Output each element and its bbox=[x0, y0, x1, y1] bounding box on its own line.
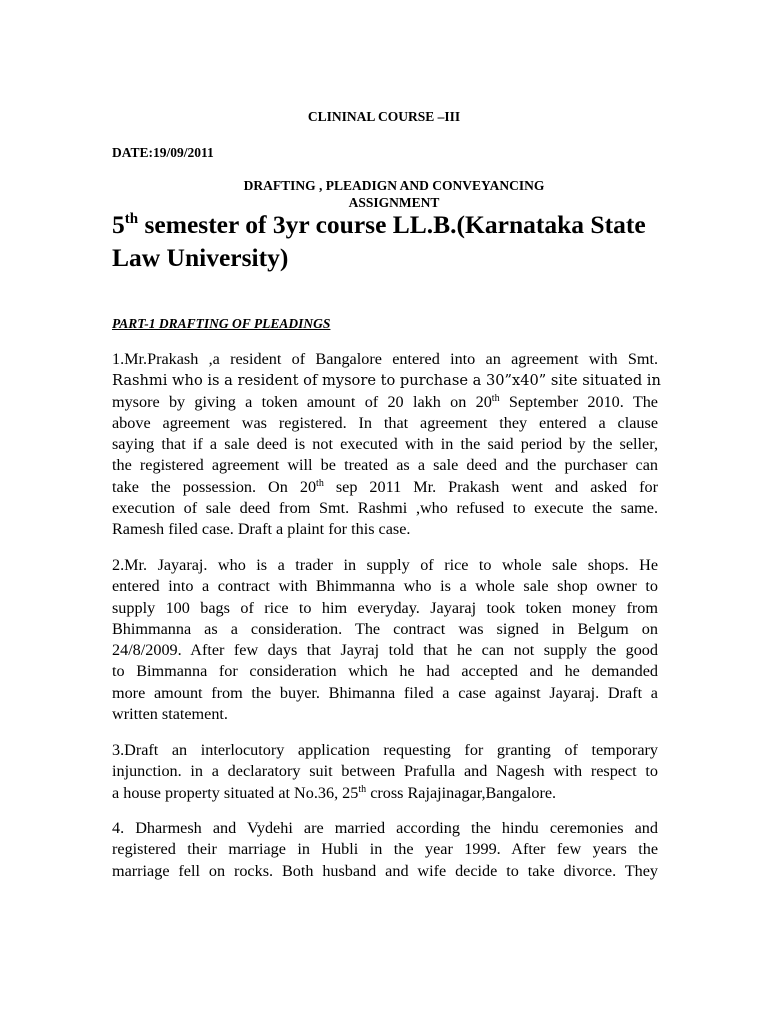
q4-line-3: marriage fell on rocks. Both husband and wife decide to take divorce. They bbox=[112, 861, 658, 880]
q1-line-3-sup: th bbox=[491, 392, 500, 404]
q2-line-6: to Bimmanna for consideration which he had accepted and he demanded bbox=[112, 662, 658, 681]
q1-line-5: saying that if a sale deed is not executed with in the said period by the seller, bbox=[112, 435, 658, 454]
q2-line-5: 24/8/2009. After few days that Jayraj told that he can not supply the good bbox=[112, 641, 658, 660]
q2-line-8: written statement. bbox=[112, 705, 228, 724]
heading-number: 5 bbox=[112, 210, 125, 239]
semester-heading bbox=[112, 208, 660, 274]
q1-line-7-part-a: take the possession. On 20 bbox=[112, 477, 317, 496]
q1-line-9: Ramesh filed case. Draft a plaint for this case. bbox=[112, 520, 411, 539]
q3-line-3-part-b: cross Rajajinagar,Bangalore. bbox=[366, 783, 557, 802]
heading-line2-text: Law University) bbox=[112, 243, 289, 272]
q3-line-3-sup: th bbox=[358, 783, 367, 795]
course-title: CLININAL COURSE –III bbox=[307, 109, 461, 124]
heading-suffix: th bbox=[124, 211, 139, 227]
q3-line-1: 3.Draft an interlocutory application requesting for granting of temporary bbox=[112, 741, 658, 759]
q1-line-4: above agreement was registered. In that agreement they entered a clause bbox=[112, 413, 658, 432]
q3-line-2: injunction. in a declaratory suit between Prafulla and Nagesh with respect to bbox=[112, 762, 658, 781]
question-3-paragraph bbox=[112, 740, 658, 804]
date-line: DATE:19/09/2011 bbox=[112, 145, 214, 160]
q1-line-3-part-b: September 2010. The bbox=[499, 392, 658, 411]
q3-line-3-part-a: a house property situated at No.36, 25 bbox=[112, 783, 359, 802]
heading-line1-text: semester of 3yr course LL.B.(Karnataka State bbox=[138, 210, 646, 239]
part-title: PART-1 DRAFTING OF PLEADINGS bbox=[112, 316, 331, 331]
q1-line-8: execution of sale deed from Smt. Rashmi ,who refused to execute the same. bbox=[112, 499, 658, 518]
q3-line-3 bbox=[112, 783, 658, 804]
question-2-paragraph bbox=[112, 555, 658, 725]
assignment-subtitle-line2: ASSIGNMENT bbox=[348, 195, 440, 210]
q2-line-4: Bhimmanna as a consideration. The contract was signed in Belgum on bbox=[112, 619, 658, 638]
q2-line-3: supply 100 bags of rice to him everyday. Jayaraj took token money from bbox=[112, 598, 658, 617]
q1-line-7-sup: th bbox=[316, 477, 324, 489]
q1-line-1: 1.Mr.Prakash ,a resident of Bangalore entered into an agreement with Smt. bbox=[112, 350, 658, 368]
q1-line-7-part-b: sep 2011 Mr. Prakash went and asked for bbox=[323, 477, 658, 496]
q1-line-2: Rashmi who is a resident of mysore to purchase a 30”x40” site situated in bbox=[112, 372, 661, 390]
assignment-subtitle-line1: DRAFTING , PLEADIGN AND CONVEYANCING bbox=[243, 178, 545, 193]
q4-line-2: registered their marriage in Hubli in the year 1999. After few years the bbox=[112, 840, 658, 859]
q2-line-7: more amount from the buyer. Bhimanna filed a case against Jayaraj. Draft a bbox=[112, 683, 658, 702]
q1-line-3-part-a: mysore by giving a token amount of 20 lakh on 20 bbox=[112, 392, 492, 411]
question-4-paragraph bbox=[112, 818, 658, 882]
q1-line-6: the registered agreement will be treated as a sale deed and the purchaser can bbox=[112, 456, 658, 475]
q1-line-7 bbox=[112, 477, 658, 498]
question-1-paragraph bbox=[112, 349, 661, 541]
q2-line-1: 2.Mr. Jayaraj. who is a trader in supply of rice to whole sale shops. He bbox=[112, 556, 658, 574]
q2-line-2: entered into a contract with Bhimmanna who is a whole sale shop owner to bbox=[112, 577, 658, 596]
q1-line-3 bbox=[112, 392, 658, 413]
q4-line-1: 4. Dharmesh and Vydehi are married according the hindu ceremonies and bbox=[112, 819, 658, 837]
